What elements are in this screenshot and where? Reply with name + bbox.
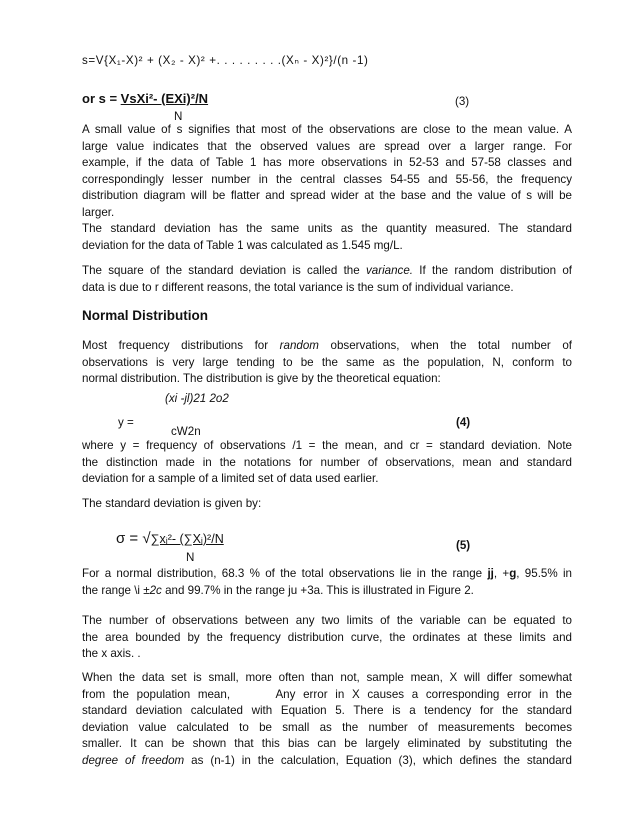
text-line: large value indicates that the observed values are spread over a larger range. For (82, 139, 572, 153)
formula-4-top: (xi -jl)21 2o2 (165, 392, 229, 405)
formula-4-lhs: y = (118, 416, 134, 429)
text-line: deviation value calculated to be small as the number of measurements becomes (82, 720, 572, 734)
section-heading-normal-distribution: Normal Distribution (82, 308, 209, 323)
random-term: random (279, 339, 319, 352)
formula-5-body: ∑xᵢ²- (∑Xᵢ)²/N (150, 532, 224, 546)
equation-5-number: (5) (456, 539, 471, 552)
text-line: smaller. It can be shown that this bias can be largely eliminated by substituting the (82, 737, 572, 750)
text-line: Most frequency distributions for random observations, when the total number of (82, 339, 572, 352)
text-line: degree of freedom as (n-1) in the calculation, Equation (3), which defines the standard (82, 753, 572, 767)
text-line: the range \i ±2c and 99.7% in the range ju +3a. This is illustrated in Figure 2. (82, 583, 474, 597)
degree-of-freedom-term: degree of freedom (82, 753, 185, 767)
paragraph-small-data-set (82, 670, 572, 769)
equation-4-number: (4) (456, 416, 471, 429)
variance-term: variance. (365, 264, 414, 277)
formula-3-prefix: or s = (82, 91, 121, 106)
text-line: larger. (82, 205, 115, 219)
text-line: correspondingly lesser number in the central classes 54-55 and 55-56, the frequency (82, 172, 572, 186)
text-line: standard deviation calculated with Equation 5. There is a tendency for the standard (82, 704, 572, 717)
paragraph-where-y (82, 438, 572, 488)
text-line: from the population mean, Any error in X causes a corresponding error in the (82, 687, 572, 701)
paragraph-small-value (82, 122, 572, 221)
text-line: A small value of s signifies that most of the observations are close to the mean value. A (82, 123, 572, 136)
text-line: data is due to r different reasons, the total variance is the sum of individual variance. (82, 280, 514, 294)
paragraph-sd-given: The standard deviation is given by: (82, 497, 262, 510)
equation-3-number: (3) (455, 95, 470, 108)
text-line: deviation for a sample of a limited set of data used earlier. (82, 472, 379, 485)
text-line: observations is very large tending to be the same as the population, N, conform to (82, 355, 572, 369)
text-line: The standard deviation has the same units as the quantity measured. The standard (82, 222, 572, 235)
paragraph-observations-limits (82, 613, 572, 663)
paragraph-variance (82, 263, 572, 296)
paragraph-units (82, 221, 572, 254)
text-line: the distinction made in the notations for number of observations, mean and standard (82, 455, 572, 469)
text-line: When the data set is small, more often than not, sample mean, X will differ somewhat (82, 671, 572, 684)
formula-5-denominator: N (186, 551, 195, 564)
paragraph-normal-distribution (82, 338, 572, 388)
formula-1: s=V{X₁-X)² + (X₂ - X)² +. . . . . . . . .(Xₙ - X)²}/(n -1) (82, 54, 369, 67)
text-line: normal distribution. The distribution is give by the theoretical equation: (82, 372, 441, 385)
text-line: distribution diagram will be flatter and spread wider at the base and the value of s will be (82, 189, 572, 202)
formula-5 (116, 532, 224, 546)
text-line: the x axis. . (82, 647, 141, 660)
formula-3-main: VsXi²- (EXi)²/N (120, 91, 209, 106)
text-line: where y = frequency of observations /1 = the mean, and cr = standard deviation. Note (82, 439, 572, 452)
formula-4-bottom: cW2n (171, 425, 201, 438)
text-line: example, if the data of Table 1 has more observations in 52-53 and 57-58 classes and (82, 156, 572, 169)
text-line: The number of observations between any two limits of the variable can be equated to (82, 614, 572, 627)
formula-3 (82, 92, 208, 106)
paragraph-normal-ranges (82, 566, 572, 599)
text-line: the area bounded by the frequency distribution curve, the ordinates at these limits and (82, 630, 572, 644)
text-line: deviation for the data of Table 1 was calculated as 1.545 mg/L. (82, 238, 403, 252)
text-line: The square of the standard deviation is called the variance. If the random distribution of (82, 264, 572, 277)
text-line: For a normal distribution, 68.3 % of the total observations lie in the range jj, +g, 95.5% in (82, 567, 572, 580)
formula-3-denominator: N (174, 110, 183, 123)
sigma-sqrt: σ = √ (116, 530, 151, 547)
